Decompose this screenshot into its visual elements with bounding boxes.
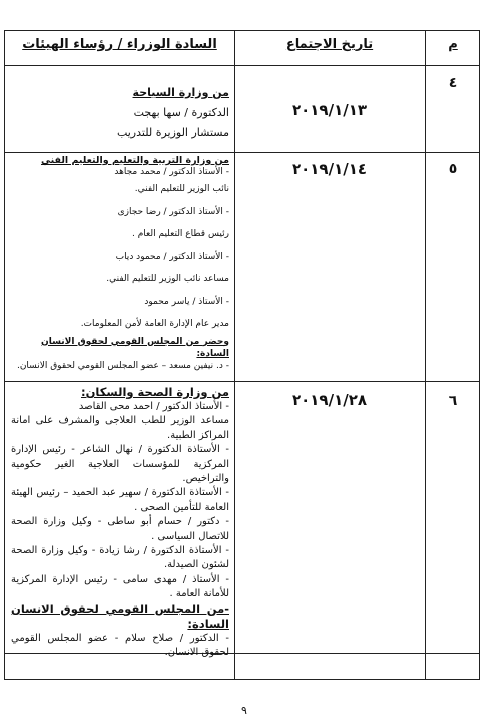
official-line: - الأستاذ الدكتور / رضا حجازى [117, 206, 229, 217]
official-line: مساعد الوزير للطب العلاجى والمشرف على امانة المراكز الطبية. [11, 415, 229, 441]
official-line: - الأستاذة الدكتورة / سهير عبد الحميد – رئيس الهيئة العامة للتأمين الصحى . [11, 487, 229, 513]
meeting-date: ٢٠١٩/١/٢٨ [291, 391, 368, 409]
col-divider [425, 31, 426, 679]
ministry-title: من وزارة السياحة [132, 86, 229, 99]
officials-cell [11, 385, 229, 661]
official-line: مستشار الوزيرة للتدريب [116, 126, 229, 139]
official-line: - الأستاذ الدكتور / محمد مجاهد [114, 167, 229, 177]
ministry-title: من وزارة الصحة والسكان: [81, 385, 229, 399]
official-line: مدير عام الإدارة العامة لأمن المعلومات. [80, 319, 229, 329]
meeting-date: ٢٠١٩/١/١٣ [291, 101, 368, 119]
row-number: ٦ [448, 393, 458, 409]
council-title: وحضر من المجلس القومي لحقوق الانسان السادة: [41, 336, 229, 359]
header-officials: السادة الوزراء / رؤساء الهيئات [22, 37, 217, 52]
official-line: - الأستاذ / مهدى سامى - رئيس الإدارة المركزية للأمانة العامة . [11, 573, 229, 600]
official-line: - الأستاذة الدكتورة / نهال الشاعر - رئيس الإدارة المركزية للمؤسسات العلاجية الغير حكومية والتراخيص. [11, 444, 229, 485]
official-line: نائب الوزير للتعليم الفني. [134, 184, 229, 194]
row-divider [5, 152, 479, 153]
officials-cell [11, 83, 229, 143]
page-number: ٩ [241, 704, 247, 717]
official-line: - الأستاذ الدكتور / احمد محى القاصد [78, 401, 229, 412]
official-line: - الأستاذ / ياسر محمود [144, 296, 229, 307]
official-line: - الأستاذ الدكتور / محمود دياب [115, 251, 229, 262]
header-date: تاريخ الاجتماع [285, 37, 374, 52]
col-divider [234, 31, 235, 679]
official-line: - الأستاذة الدكتورة / رشا زيادة - وكيل وزارة الصحة لشئون الصيدلة. [11, 545, 229, 571]
row-divider [5, 65, 479, 66]
council-member-line: - الدكتور / صلاح سلام - عضو المجلس القومي لحقوق الانسان. [11, 632, 229, 659]
meetings-table [4, 30, 480, 680]
officials-cell [11, 155, 229, 372]
official-line: - دكتور / حسام أبو ساطى - وكيل وزارة الصحة للاتصال السياسى . [11, 516, 229, 542]
row-divider [5, 381, 479, 382]
official-line: مساعد نائب الوزير للتعليم الفني. [106, 274, 229, 284]
row-number: ٤ [448, 75, 458, 91]
meeting-date: ٢٠١٩/١/١٤ [291, 160, 368, 178]
row-number: ٥ [448, 161, 458, 177]
council-title: -من المجلس القومي لحقوق الانسان السادة: [11, 601, 229, 631]
official-line: رئيس قطاع التعليم العام . [131, 229, 229, 239]
ministry-title: من وزارة التربية والتعليم والتعليم الفني [41, 155, 229, 166]
official-line: الدكتورة / سها بهجت [133, 106, 229, 119]
header-num: م [448, 37, 458, 52]
council-member-line: - د. نيفين مسعد – عضو المجلس القومي لحقوق الانسان. [16, 360, 229, 371]
